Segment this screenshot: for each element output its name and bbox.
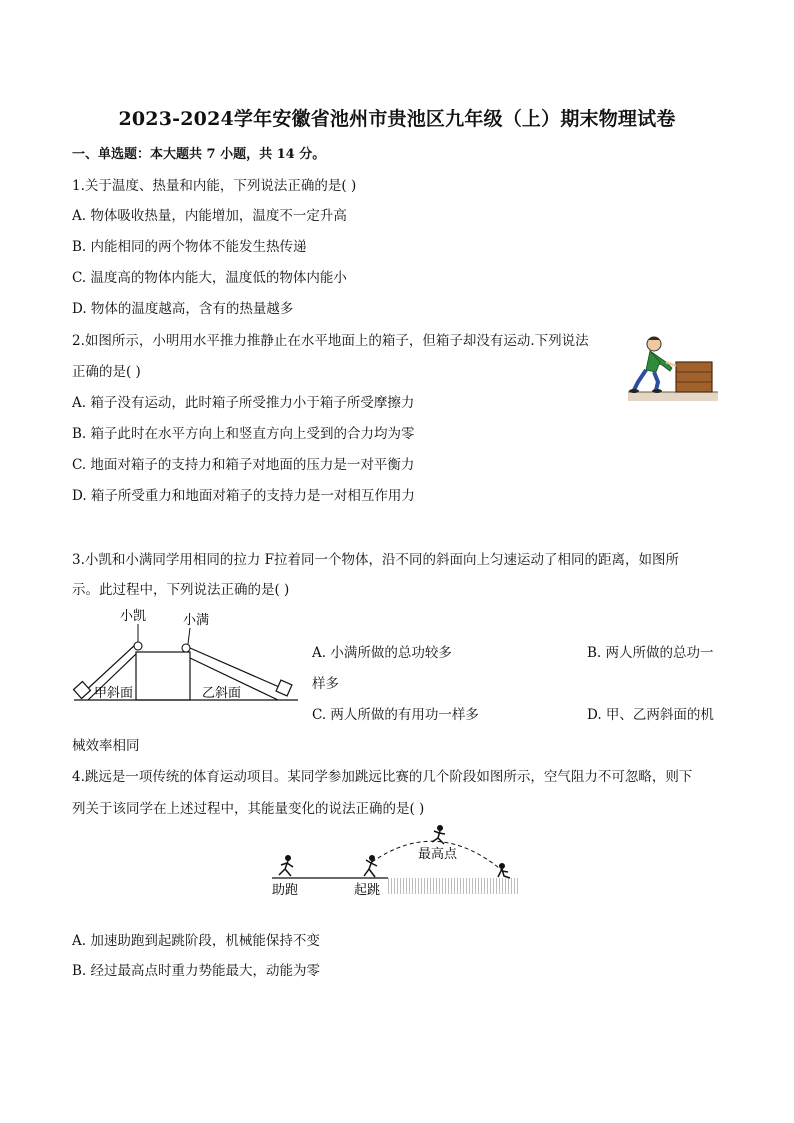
q3-slopes-figure — [72, 604, 300, 708]
q1-stem: 1.关于温度、热量和内能，下列说法正确的是( ) — [72, 178, 357, 194]
q3-option-b: B. 两人所做的总功一 — [587, 645, 714, 661]
q1-option-b: B. 内能相同的两个物体不能发生热传递 — [72, 239, 307, 255]
q4-option-b: B. 经过最高点时重力势能最大，动能为零 — [72, 963, 321, 979]
right-block — [276, 680, 292, 696]
q4-option-a: A. 加速助跑到起跳阶段，机械能保持不变 — [72, 933, 320, 949]
exam-title: 2023-2024学年安徽省池州市贵池区九年级（上）期末物理试卷 — [118, 108, 676, 130]
label-takeoff: 起跳 — [354, 883, 381, 898]
label-run: 助跑 — [272, 883, 299, 898]
landing-figure — [498, 863, 510, 878]
q3-option-c: C. 两人所做的有用功一样多 — [312, 707, 479, 723]
section-heading: 一、单选题：本大题共 7 小题，共 14 分。 — [72, 147, 326, 162]
q1-option-d: D. 物体的温度越高，含有的热量越多 — [72, 301, 294, 317]
takeoff-figure — [364, 855, 377, 877]
q1-option-c: C. 温度高的物体内能大，温度低的物体内能小 — [72, 270, 347, 286]
q3-option-b-cont: 样多 — [312, 676, 339, 692]
label-top: 最高点 — [418, 847, 458, 862]
q3-option-d: D. 甲、乙两斜面的机 — [587, 707, 714, 723]
q4-stem-line2: 列关于该同学在上述过程中，其能量变化的说法正确的是( ) — [72, 801, 425, 817]
label-xiaokai: 小凯 — [120, 609, 147, 624]
q2-option-c: C. 地面对箱子的支持力和箱子对地面的压力是一对平衡力 — [72, 457, 415, 473]
label-slope-jia: 甲斜面 — [94, 686, 134, 701]
box — [676, 362, 712, 392]
q3-stem-line2: 示。此过程中，下列说法正确的是( ) — [72, 582, 290, 598]
q2-option-a: A. 箱子没有运动，此时箱子所受推力小于箱子所受摩擦力 — [72, 395, 415, 411]
label-slope-yi: 乙斜面 — [202, 686, 242, 701]
q2-stem-line2: 正确的是( ) — [72, 364, 141, 380]
q2-option-d: D. 箱子所受重力和地面对箱子的支持力是一对相互作用力 — [72, 488, 415, 504]
platform — [136, 652, 190, 700]
label-xiaoman: 小满 — [183, 613, 210, 628]
sand-pit — [388, 878, 520, 894]
q4-stem-line1: 4.跳远是一项传统的体育运动项目。某同学参加跳远比赛的几个阶段如图所示，空气阻力不可忽略，则下 — [72, 769, 693, 785]
q4-long-jump-figure — [268, 822, 524, 902]
left-block — [74, 682, 91, 699]
q2-option-b: B. 箱子此时在水平方向上和竖直方向上受到的合力均为零 — [72, 426, 415, 442]
q2-stem-line1: 2.如图所示，小明用水平推力推静止在水平地面上的箱子，但箱子却没有运动.下列说法 — [72, 333, 589, 349]
q3-option-a: A. 小满所做的总功较多 — [312, 645, 452, 661]
q2-push-box-figure — [626, 332, 720, 404]
q3-stem-line1: 3.小凯和小满同学用相同的拉力 F拉着同一个物体，沿不同的斜面向上匀速运动了相同的距离，如图所 — [72, 552, 680, 568]
q3-option-d-cont: 械效率相同 — [72, 738, 140, 754]
q1-option-a: A. 物体吸收热量，内能增加，温度不一定升高 — [72, 208, 347, 224]
runner-figure — [279, 855, 293, 876]
ground-strip — [628, 392, 718, 401]
